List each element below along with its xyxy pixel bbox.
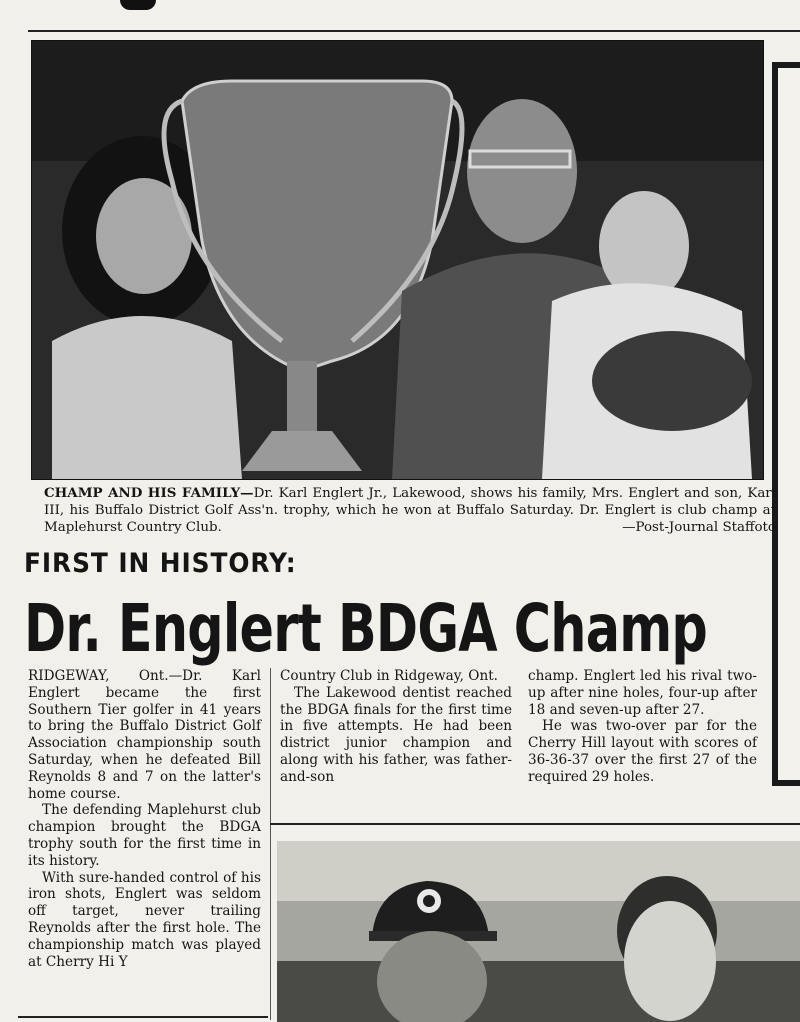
article-column-3 — [528, 668, 757, 786]
kicker-headline: FIRST IN HISTORY: — [24, 548, 297, 579]
article-column-1 — [28, 668, 261, 970]
paragraph: champ. Englert led his rival two-up after nine holes, four-up after 18 and seven-up after 27. — [528, 668, 757, 718]
caption-lead: CHAMP AND HIS FAMILY— — [44, 485, 254, 501]
section-rule — [270, 823, 800, 825]
photo-caption — [44, 485, 776, 536]
golfers-photo — [277, 841, 800, 1022]
column-rule — [270, 668, 271, 1020]
paragraph: Country Club in Ridgeway, Ont. — [280, 668, 498, 684]
main-headline: Dr. Englert BDGA Champ — [24, 590, 708, 667]
photo-credit: —Post-Journal Staffoto — [622, 520, 776, 535]
paragraph: The defending Maplehurst club champion brought the BDGA trophy south for the first time in its history. — [28, 802, 261, 869]
family-trophy-photo — [31, 40, 764, 480]
article-column-2 — [280, 668, 512, 786]
caption-text: Dr. Karl Englert Jr., Lakewood, shows his family, Mrs. Englert and son, Karl III, his Buffalo District Golf Ass'n. trophy, which he won at Buffalo Saturday. Dr. Englert is club champ at Maplehurst Country Club. — [44, 486, 776, 535]
paragraph: RIDGEWAY, Ont.—Dr. Karl Englert became the first Southern Tier golfer in 41 years to bring the Buffalo District Golf Association championship south Saturday, when he defeated Bill Reynolds 8 and 7 on the latter's home course. — [28, 668, 261, 802]
masthead-fragment — [120, 0, 156, 10]
paragraph: With sure-handed control of his iron shots, Englert was seldom off target, never trailing Reynolds after the first hole. The championship match was played at Cherry Hi Y — [28, 869, 261, 970]
top-rule — [28, 30, 800, 32]
bottom-rule — [18, 1016, 268, 1018]
adjacent-column-border — [772, 62, 800, 786]
paragraph: He was two-over par for the Cherry Hill layout with scores of 36-36-37 over the first 27 of the required 29 holes. — [528, 718, 757, 785]
paragraph: The Lakewood dentist reached the BDGA finals for the first time in five attempts. He had been district junior champion and along with his father, was father-and-son — [280, 684, 512, 785]
